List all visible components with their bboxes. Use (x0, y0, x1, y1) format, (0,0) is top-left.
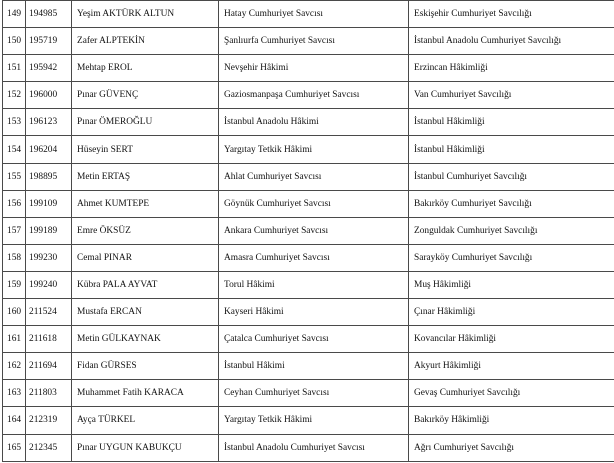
person-name: Fidan GÜRSES (72, 353, 219, 380)
person-name: Hüseyin SERT (72, 136, 219, 163)
row-number: 160 (3, 299, 26, 326)
current-position: Amasra Cumhuriyet Savcısı (219, 244, 409, 271)
table-row (3, 380, 614, 407)
registry-number: 196123 (26, 109, 72, 136)
row-number: 164 (3, 407, 26, 434)
table-row (3, 28, 614, 55)
new-position: Erzincan Hâkimliği (409, 55, 614, 82)
current-position: Torul Hâkimi (219, 271, 409, 298)
row-number: 161 (3, 326, 26, 353)
table-row (3, 109, 614, 136)
person-name: Mustafa ERCAN (72, 299, 219, 326)
person-name: Metin GÜLKAYNAK (72, 326, 219, 353)
current-position: Nevşehir Hâkimi (219, 55, 409, 82)
new-position: Muş Hâkimliği (409, 271, 614, 298)
new-position: Van Cumhuriyet Savcılığı (409, 82, 614, 109)
current-position: Ankara Cumhuriyet Savcısı (219, 217, 409, 244)
row-number: 165 (3, 434, 26, 461)
current-position: İstanbul Hâkimi (219, 353, 409, 380)
new-position: Gevaş Cumhuriyet Savcılığı (409, 380, 614, 407)
new-position: Akyurt Hâkimliği (409, 353, 614, 380)
row-number: 150 (3, 28, 26, 55)
registry-number: 211694 (26, 353, 72, 380)
appointment-table (2, 0, 614, 462)
registry-number: 198895 (26, 163, 72, 190)
row-number: 158 (3, 244, 26, 271)
row-number: 152 (3, 82, 26, 109)
current-position: Şanlıurfa Cumhuriyet Savcısı (219, 28, 409, 55)
new-position: Eskişehir Cumhuriyet Savcılığı (409, 1, 614, 28)
person-name: Kübra PALA AYVAT (72, 271, 219, 298)
current-position: İstanbul Anadolu Hâkimi (219, 109, 409, 136)
current-position: Yargıtay Tetkik Hâkimi (219, 407, 409, 434)
new-position: Kovancılar Hâkimliği (409, 326, 614, 353)
registry-number: 199240 (26, 271, 72, 298)
table-row (3, 190, 614, 217)
row-number: 162 (3, 353, 26, 380)
row-number: 151 (3, 55, 26, 82)
person-name: Pınar ÖMEROĞLU (72, 109, 219, 136)
new-position: İstanbul Hâkimliği (409, 109, 614, 136)
registry-number: 195942 (26, 55, 72, 82)
new-position: İstanbul Hâkimliği (409, 136, 614, 163)
current-position: İstanbul Anadolu Cumhuriyet Savcısı (219, 434, 409, 461)
table-row (3, 82, 614, 109)
person-name: Metin ERTAŞ (72, 163, 219, 190)
new-position: Zonguldak Cumhuriyet Savcılığı (409, 217, 614, 244)
table-row (3, 299, 614, 326)
table-row (3, 353, 614, 380)
registry-number: 212319 (26, 407, 72, 434)
current-position: Ahlat Cumhuriyet Savcısı (219, 163, 409, 190)
person-name: Ayça TÜRKEL (72, 407, 219, 434)
current-position: Yargıtay Tetkik Hâkimi (219, 136, 409, 163)
table-row (3, 217, 614, 244)
table-row (3, 407, 614, 434)
row-number: 153 (3, 109, 26, 136)
registry-number: 211618 (26, 326, 72, 353)
person-name: Ahmet KUMTEPE (72, 190, 219, 217)
table-row (3, 163, 614, 190)
row-number: 155 (3, 163, 26, 190)
registry-number: 199189 (26, 217, 72, 244)
new-position: İstanbul Anadolu Cumhuriyet Savcılığı (409, 28, 614, 55)
registry-number: 196000 (26, 82, 72, 109)
table-row (3, 434, 614, 461)
current-position: Ceyhan Cumhuriyet Savcısı (219, 380, 409, 407)
current-position: Hatay Cumhuriyet Savcısı (219, 1, 409, 28)
row-number: 149 (3, 1, 26, 28)
person-name: Zafer ALPTEKİN (72, 28, 219, 55)
row-number: 159 (3, 271, 26, 298)
new-position: Sarayköy Cumhuriyet Savcılığı (409, 244, 614, 271)
row-number: 157 (3, 217, 26, 244)
current-position: Göynük Cumhuriyet Savcısı (219, 190, 409, 217)
table-row (3, 136, 614, 163)
registry-number: 211524 (26, 299, 72, 326)
table-body (3, 1, 614, 462)
row-number: 163 (3, 380, 26, 407)
row-number: 156 (3, 190, 26, 217)
person-name: Pınar UYGUN KABUKÇU (72, 434, 219, 461)
registry-number: 194985 (26, 1, 72, 28)
person-name: Yeşim AKTÜRK ALTUN (72, 1, 219, 28)
person-name: Pınar GÜVENÇ (72, 82, 219, 109)
table-row (3, 326, 614, 353)
table-row (3, 1, 614, 28)
person-name: Cemal PINAR (72, 244, 219, 271)
current-position: Kayseri Hâkimi (219, 299, 409, 326)
new-position: İstanbul Cumhuriyet Savcılığı (409, 163, 614, 190)
table-row (3, 271, 614, 298)
new-position: Ağrı Cumhuriyet Savcılığı (409, 434, 614, 461)
registry-number: 199230 (26, 244, 72, 271)
current-position: Gaziosmanpaşa Cumhuriyet Savcısı (219, 82, 409, 109)
person-name: Muhammet Fatih KARACA (72, 380, 219, 407)
row-number: 154 (3, 136, 26, 163)
new-position: Bakırköy Hâkimliği (409, 407, 614, 434)
table-row (3, 55, 614, 82)
registry-number: 195719 (26, 28, 72, 55)
person-name: Mehtap EROL (72, 55, 219, 82)
registry-number: 211803 (26, 380, 72, 407)
new-position: Bakırköy Cumhuriyet Savcılığı (409, 190, 614, 217)
current-position: Çatalca Cumhuriyet Savcısı (219, 326, 409, 353)
registry-number: 196204 (26, 136, 72, 163)
table-row (3, 244, 614, 271)
new-position: Çınar Hâkimliği (409, 299, 614, 326)
person-name: Emre ÖKSÜZ (72, 217, 219, 244)
registry-number: 199109 (26, 190, 72, 217)
registry-number: 212345 (26, 434, 72, 461)
